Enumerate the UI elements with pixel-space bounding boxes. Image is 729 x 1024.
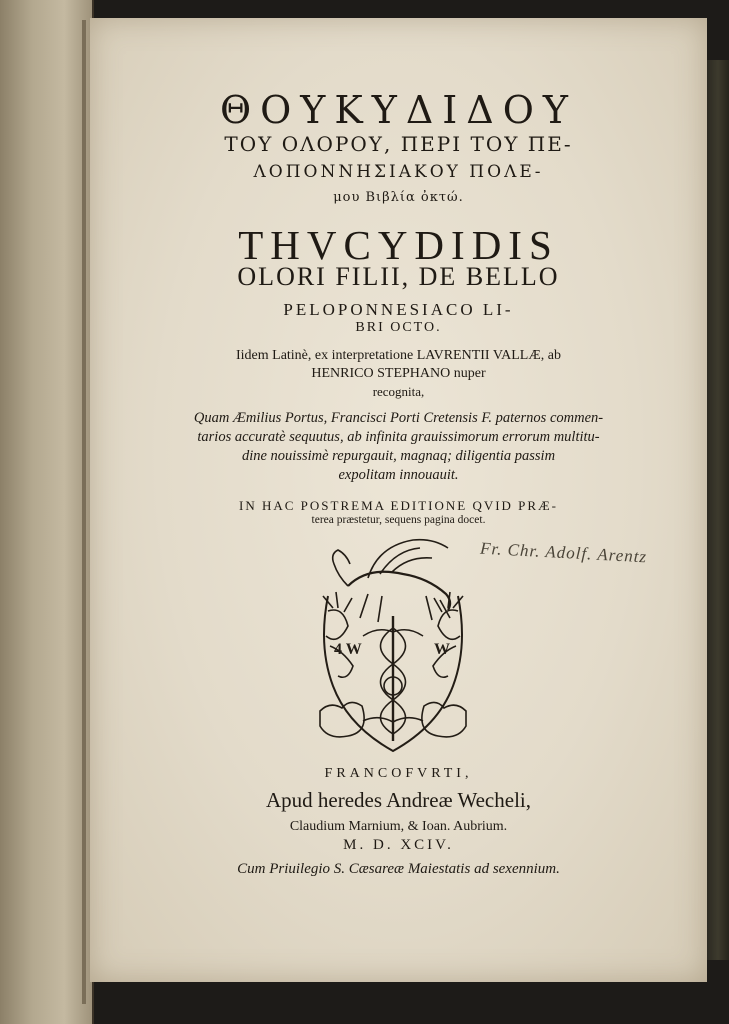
left-monogram: 4 W (334, 641, 362, 658)
editor-note-line-4: expolitam innouauit. (338, 467, 459, 483)
latin-title-line-2: OLORI FILII, DE BELLO (237, 262, 560, 291)
latin-title-line-4: BRI OCTO. (355, 320, 442, 335)
left-facing-page (0, 0, 94, 1024)
page-edge (82, 20, 86, 1004)
latin-author-title: THVCYDIDIS (238, 222, 559, 268)
translation-line-2: HENRICO STEPHANO nuper (311, 366, 486, 381)
imprint-printer: Apud heredes Andreæ Wecheli, (265, 788, 531, 812)
translation-line-1: Iidem Latinè, ex interpretatione LAVRENTII VALLÆ, ab (235, 348, 562, 363)
printer-mark-icon (308, 536, 478, 758)
imprint-city: FRANCOFVRTI, (324, 766, 473, 781)
handwritten-signature: Fr. Chr. Adolf. Arentz (479, 538, 648, 567)
editor-note-line-1: Quam Æmilius Portus, Francisci Porti Cretensis F. paternos commen- (193, 410, 604, 426)
translation-line-3: recognita, (372, 384, 425, 399)
right-monogram: W (434, 641, 450, 658)
book-cover-edge (707, 60, 729, 960)
title-page (90, 18, 707, 982)
editor-note-line-3: dine nouissimè repurgauit, magnaq; diligentia passim (241, 448, 556, 464)
greek-title-line-3: ΛΟΠΟΝΝΗΣΙΑΚΟΥ ΠΟΛΕ- (253, 162, 544, 182)
greek-title-line-2: ΤΟΥ ΟΛΟΡΟΥ, ΠΕΡΙ ΤΟΥ ΠΕ- (224, 132, 573, 156)
latin-title-line-3: PELOPONNESIACO LI- (283, 300, 514, 319)
imprint-year: M. D. XCIV. (343, 837, 454, 853)
edition-note-line-2: terea præstetur, sequens pagina docet. (311, 514, 486, 526)
greek-author-title: ΘΟΥΚΥΔΙΔΟΥ (219, 88, 577, 132)
greek-title-line-4: μου Βιβλία ὀκτώ. (333, 190, 464, 205)
editor-note-line-2: tarios accuratè sequutus, ab infinita grauissimorum errorum multitu- (197, 429, 600, 445)
imprint-names: Claudium Marnium, & Ioan. Aubrium. (289, 819, 508, 834)
edition-note-line-1: IN HAC POSTREMA EDITIONE QVID PRÆ- (239, 498, 558, 513)
imprint-privilege: Cum Priuilegio S. Cæsareæ Maiestatis ad sexennium. (237, 861, 560, 877)
